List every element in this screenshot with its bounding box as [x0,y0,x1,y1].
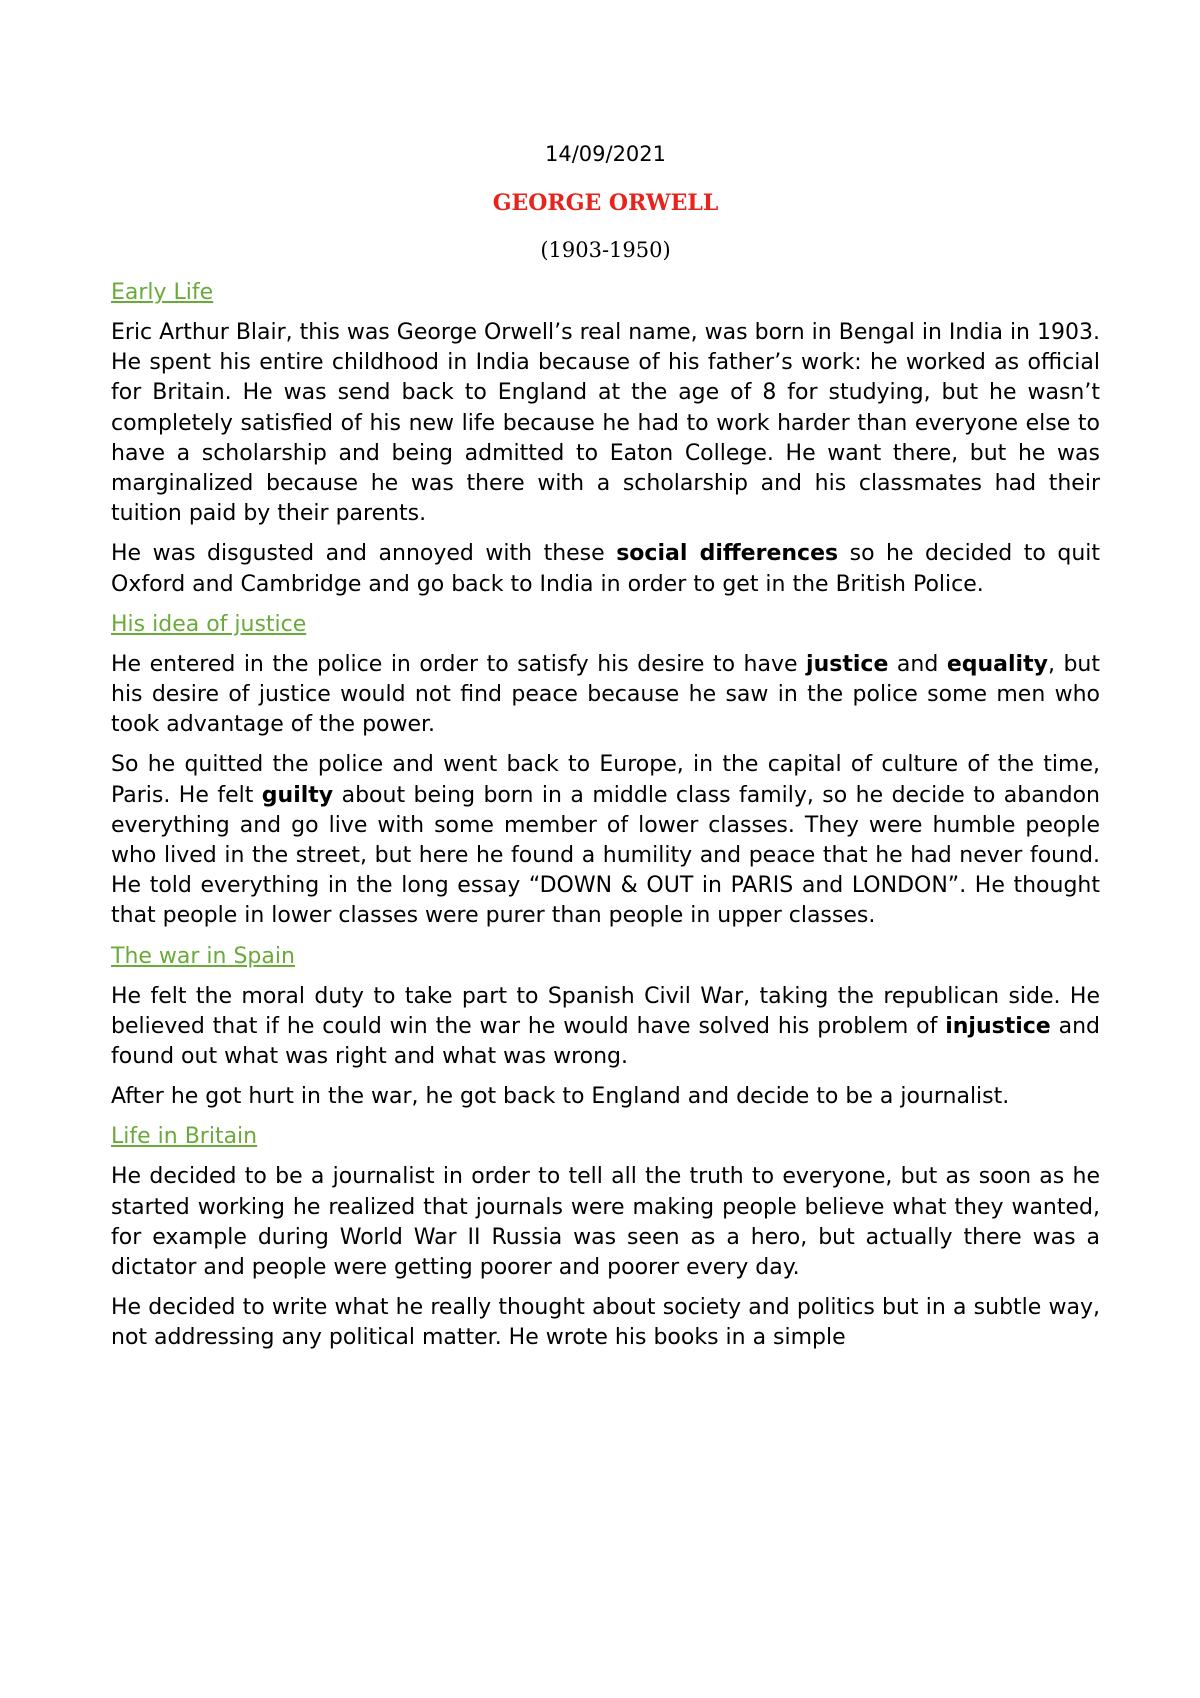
bold-text: guilty [261,782,334,808]
text-run: He was disgusted and annoyed with these [111,541,617,567]
section-heading: Early Life [111,280,214,305]
bold-text: equality [946,651,1048,677]
bold-text: injustice [945,1013,1051,1039]
text-run: and [888,651,947,677]
document-date: 14/09/2021 [544,142,667,166]
section-heading: The war in Spain [111,943,295,969]
text-run: so he decided to quit Oxford and Cambridge and go back to India in order to get in the British Police. [111,541,1100,597]
text-run: He decided to write what he really thought about society and politics but in a subtle way, not addressing any political matter. He wrote his books in a simple [111,1295,1100,1351]
body-paragraph [111,539,1100,599]
text-run: and found out what was right and what was wrong. [111,1013,1100,1070]
body-paragraph [111,982,1100,1073]
bold-text: justice [806,651,889,677]
bold-text: social differences [616,541,839,567]
text-run: Eric Arthur Blair, this was George Orwell’s real name, was born in Bengal in India in 1903. He spent his entire childhood in India because of his father’s work: he worked as official for Britain. He was send back to England at the age of 8 for studying, but he wasn’t completely satisfied of his new life because he had to work harder than everyone else to have a scholarship and being admitted to Eaton College. He want there, but he was marginalized because he was there with a scholarship and his classmates had their tuition paid by their parents. [111,320,1100,527]
text-run: , but his desire of justice would not find peace because he saw in the police some men who took advantage of the power. [111,651,1100,738]
text-run: He entered in the police in order to satisfy his desire to have [111,651,807,677]
text-run: He felt the moral duty to take part to Spanish Civil War, taking the republican side. He believed that if he could win the war he would have solved his problem of [111,983,1100,1039]
body-paragraph [111,1293,1100,1353]
text-run: about being born in a middle class family, so he decide to abandon everything and go live with some member of lower classes. They were humble people who lived in the street, but here he found a humility and peace that he had never found. He told everything in the long essay “DOWN & OUT in PARIS and LONDON”. He thought that people in lower classes were purer than people in upper classes. [111,782,1100,929]
text-run: After he got hurt in the war, he got back to England and decide to be a journalist. [111,1084,1010,1110]
body-paragraph [111,1082,1100,1112]
body-paragraph [111,318,1100,529]
body-paragraph [111,750,1100,931]
document-body [111,278,1100,1354]
section-heading: Life in Britain [111,1124,258,1150]
document-lifespan: (1903-1950) [540,238,671,262]
text-run: So he quitted the police and went back to Europe, in the capital of culture of the time, Paris. He felt [111,752,1100,808]
text-run: He decided to be a journalist in order to tell all the truth to everyone, but as soon as he started working he realized that journals were making people believe what they wanted, for example during World War II Russia was seen as a hero, but actually there was a dictator and people were getting poorer and poorer every day. [111,1164,1100,1281]
document-page [111,140,1100,1364]
section-heading: His idea of justice [111,611,307,637]
document-title: GEORGE ORWELL [492,190,719,216]
body-paragraph [111,1162,1100,1283]
body-paragraph [111,650,1100,741]
